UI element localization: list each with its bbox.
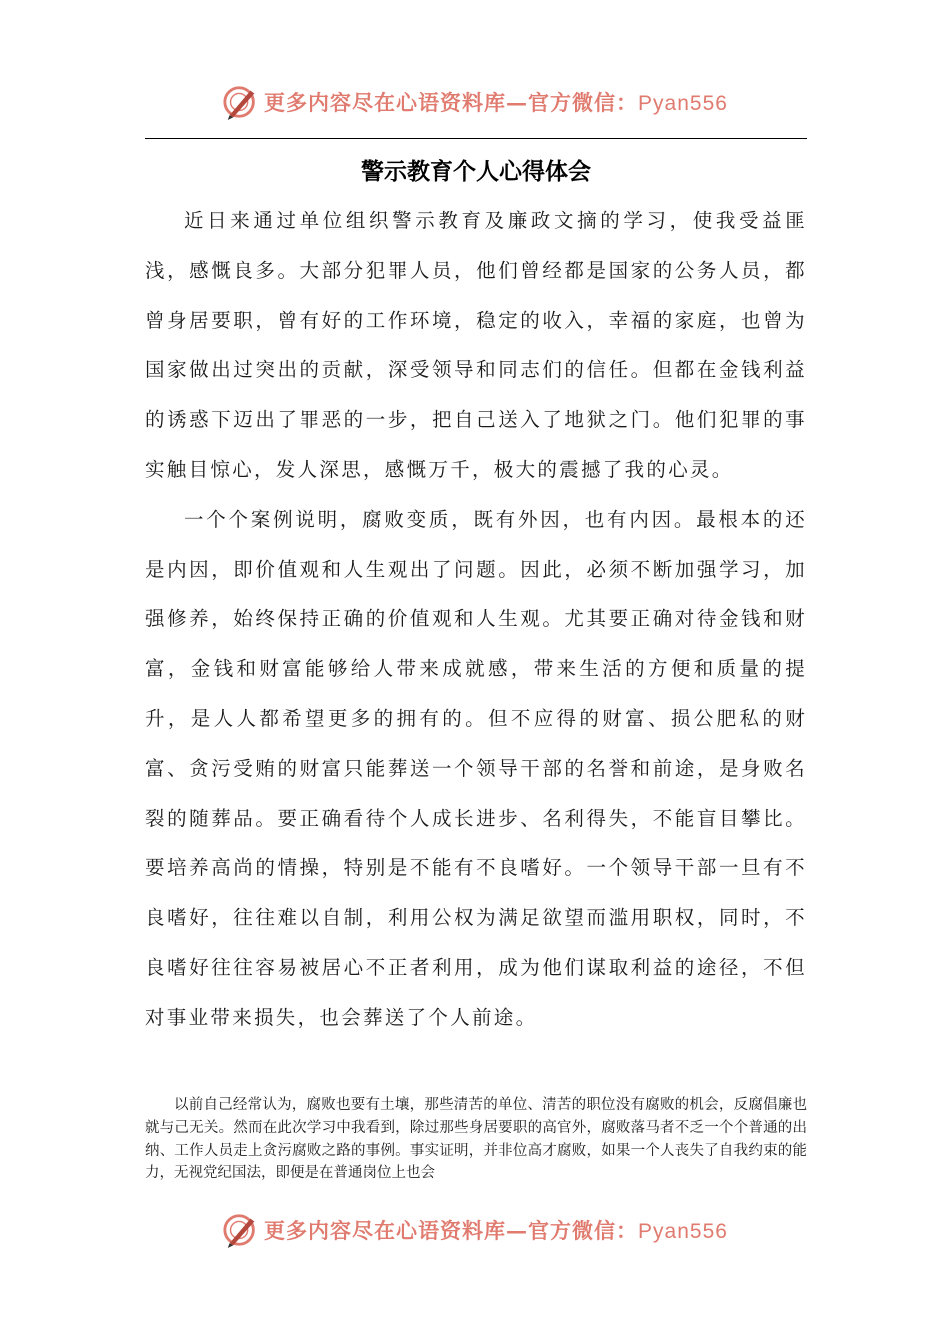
footer-banner-text: 更多内容尽在心语资料库—官方微信：Pyan556 [264,1218,728,1243]
header-rule [145,138,807,139]
pen-logo-icon [222,1211,260,1249]
header-banner [0,80,950,124]
paragraph-2: 一个个案例说明，腐败变质，既有外因，也有内因。最根本的还是内因，即价值观和人生观出了问题。因此，必须不断加强学习，加强修养，始终保持正确的价值观和人生观。尤其要正确对待金钱和财富，金钱和财富能够给人带来成就感，带来生活的方便和质量的提升，是人人都希望更多的拥有的。但不应得的财富、损公肥私的财富、贪污受贿的财富只能葬送一个领导干部的名誉和前途，是身败名裂的随葬品。要正确看待个人成长进步、名利得失，不能盲目攀比。要培养高尚的情操，特别是不能有不良嗜好。一个领导干部一旦有不良嗜好，往往难以自制，利用公权为满足欲望而滥用职权，同时，不良嗜好往往容易被居心不正者利用，成为他们谋取利益的途径，不但对事业带来损失，也会葬送了个人前途。 [145,507,807,1029]
document-body [145,196,807,1043]
header-banner-text: 更多内容尽在心语资料库—官方微信：Pyan556 [264,90,728,115]
document-title: 警示教育个人心得体会 [361,159,591,185]
header-wechat-handle: Pyan556 [638,92,728,115]
pen-logo-icon [222,83,260,121]
footer-banner [0,1208,950,1252]
footer-wechat-handle: Pyan556 [638,1220,728,1243]
paragraph-3-small: 以前自己经常认为，腐败也要有土壤，那些清苦的单位、清苦的职位没有腐败的机会，反腐倡廉也就与己无关。然而在此次学习中我看到，除过那些身居要职的高官外，腐败落马者不乏一个个普通的出纳、工作人员走上贪污腐败之路的事例。事实证明，并非位高才腐败，如果一个人丧失了自我约束的能力，无视党纪国法，即便是在普通岗位上也会 [145,1097,807,1182]
paragraph-1: 近日来通过单位组织警示教育及廉政文摘的学习，使我受益匪浅，感慨良多。大部分犯罪人员，他们曾经都是国家的公务人员，都曾身居要职，曾有好的工作环境，稳定的收入，幸福的家庭，也曾为国家做出过突出的贡献，深受领导和同志们的信任。但都在金钱利益的诱惑下迈出了罪恶的一步，把自己送入了地狱之门。他们犯罪的事实触目惊心，发人深思，感慨万千，极大的震撼了我的心灵。 [145,209,807,481]
